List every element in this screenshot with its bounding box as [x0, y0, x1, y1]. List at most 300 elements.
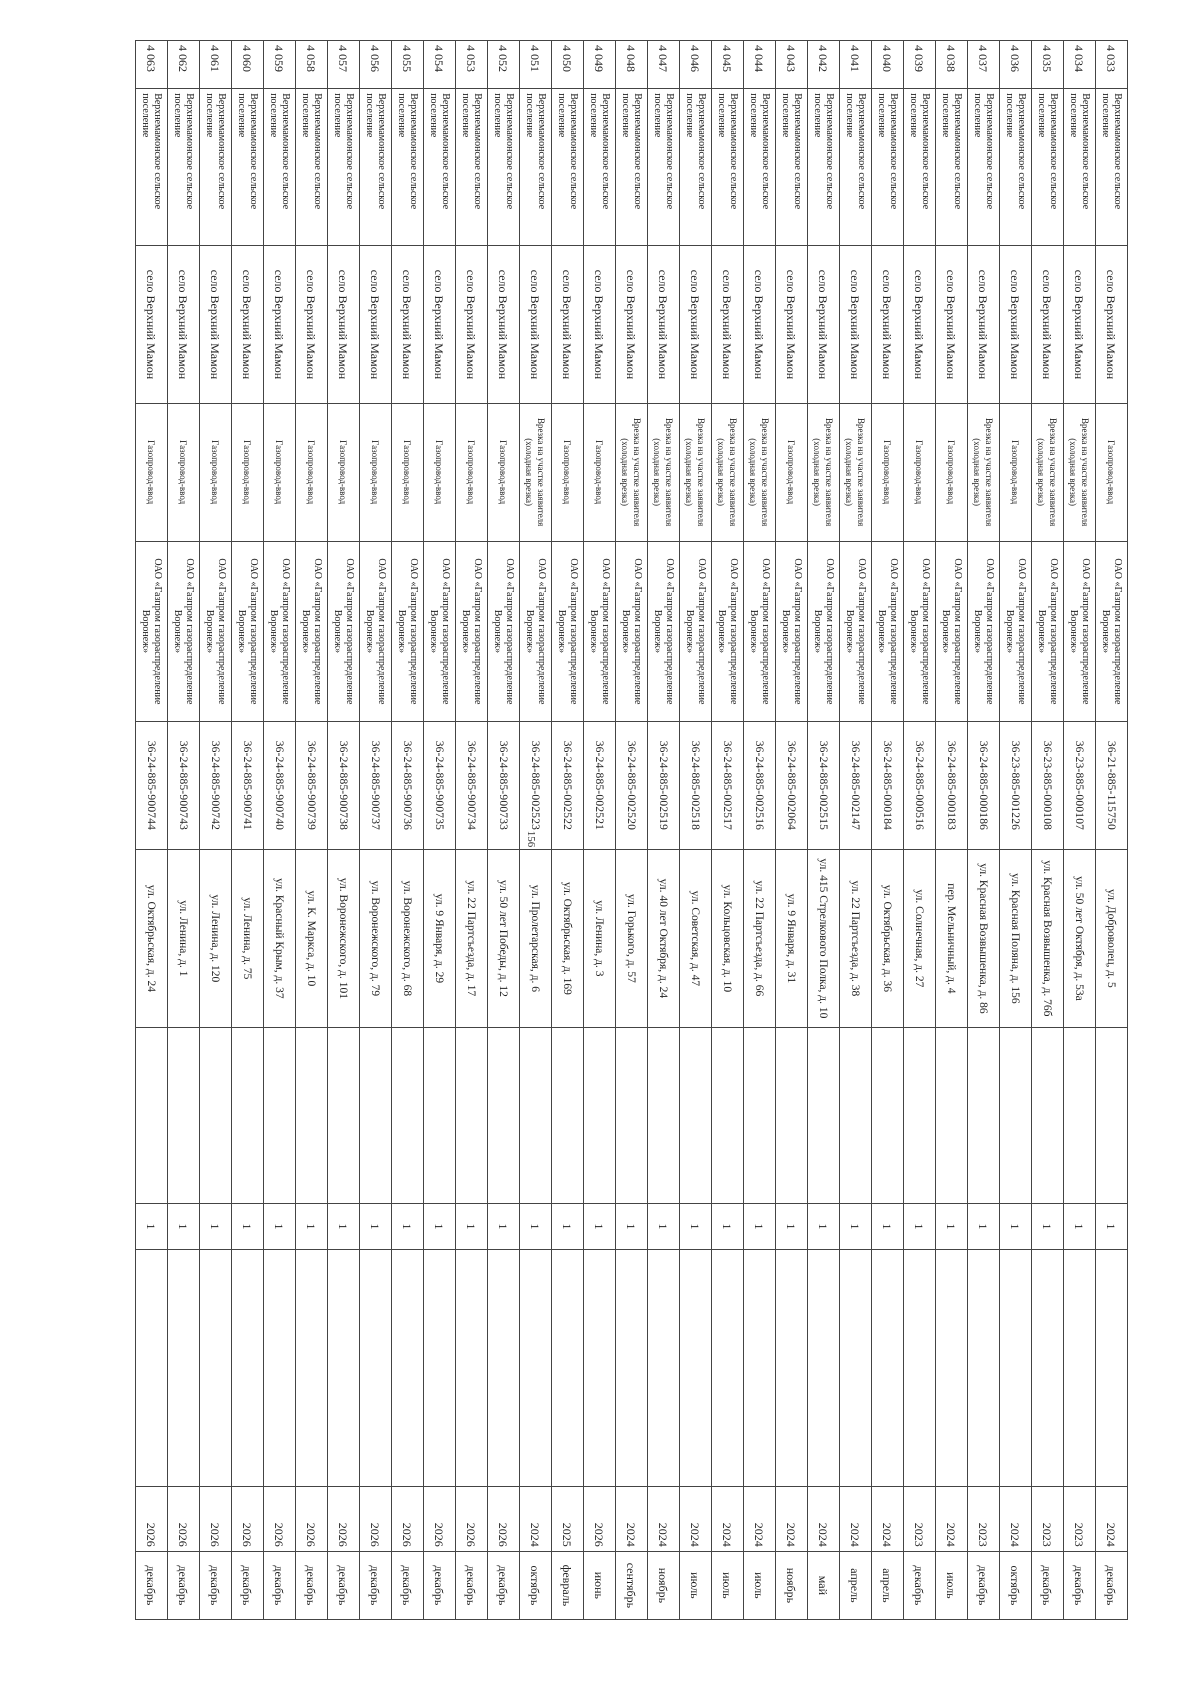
table-row — [808, 41, 840, 1620]
cell-object-type: Газопровод-ввод — [1096, 403, 1128, 541]
cell-year: 2024 — [616, 1486, 648, 1551]
cell-row-number: 4 053 — [456, 41, 488, 89]
cell-month: октябрь — [1000, 1551, 1032, 1619]
cell-object-type: Газопровод-ввод — [872, 403, 904, 541]
table-row — [1064, 41, 1096, 1620]
cell-organization-name: ОАО «Газпром газораспределение Воронеж» — [680, 541, 712, 721]
cell-month: декабрь — [488, 1551, 520, 1619]
cell-village-name: село Верхний Мамон — [936, 246, 968, 403]
cell-address: ул. Ленина, д. 1 — [168, 849, 200, 1027]
cell-row-number: 4 035 — [1032, 41, 1064, 89]
cell-organization-name: ОАО «Газпром газораспределение Воронеж» — [424, 541, 456, 721]
table-row — [456, 41, 488, 1620]
cell-object-type: Газопровод-ввод — [168, 403, 200, 541]
cell-settlement-name: Верхнемамонское сельское поселение — [1064, 89, 1096, 246]
cell-settlement-name: Верхнемамонское сельское поселение — [456, 89, 488, 246]
cell-month: декабрь — [264, 1551, 296, 1619]
cell-organization-name: ОАО «Газпром газораспределение Воронеж» — [744, 541, 776, 721]
cell-year: 2026 — [488, 1486, 520, 1551]
cell-quantity: 1 — [488, 1203, 520, 1249]
cell-settlement-name: Верхнемамонское сельское поселение — [1096, 89, 1128, 246]
cell-quantity: 1 — [680, 1203, 712, 1249]
cell-object-type: Врезка на участке заявителя (холодная врезка) — [680, 403, 712, 541]
cell-empty-cell — [168, 1027, 200, 1203]
cell-quantity: 1 — [648, 1203, 680, 1249]
cell-object-type: Газопровод-ввод — [360, 403, 392, 541]
cell-row-number: 4 037 — [968, 41, 1000, 89]
cell-quantity: 1 — [808, 1203, 840, 1249]
cell-empty-cell — [488, 1250, 520, 1487]
table-row — [584, 41, 616, 1620]
cell-village-name: село Верхний Мамон — [200, 246, 232, 403]
cell-object-code: 36-24-885-002521 — [584, 722, 616, 850]
cell-empty-cell — [296, 1027, 328, 1203]
cell-village-name: село Верхний Мамон — [136, 246, 168, 403]
cell-object-code: 36-23-885-001226 — [1000, 722, 1032, 850]
cell-quantity: 1 — [232, 1203, 264, 1249]
cell-village-name: село Верхний Мамон — [712, 246, 744, 403]
cell-object-code: 36-24-885-900738 — [328, 722, 360, 850]
cell-object-code: 36-24-885-900741 — [232, 722, 264, 850]
cell-empty-cell — [520, 1027, 552, 1203]
cell-object-code: 36-24-885-000516 — [904, 722, 936, 850]
cell-row-number: 4 051 — [520, 41, 552, 89]
cell-object-code: 36-24-885-000183 — [936, 722, 968, 850]
table-row — [296, 41, 328, 1620]
cell-village-name: село Верхний Мамон — [552, 246, 584, 403]
cell-organization-name: ОАО «Газпром газораспределение Воронеж» — [552, 541, 584, 721]
cell-village-name: село Верхний Мамон — [968, 246, 1000, 403]
cell-empty-cell — [648, 1027, 680, 1203]
cell-address: ул. 9 Января, д. 29 — [424, 849, 456, 1027]
cell-object-code: 36-24-885-002147 — [840, 722, 872, 850]
cell-empty-cell — [680, 1027, 712, 1203]
cell-empty-cell — [840, 1027, 872, 1203]
table-row — [680, 41, 712, 1620]
cell-month: декабрь — [232, 1551, 264, 1619]
cell-quantity: 1 — [872, 1203, 904, 1249]
cell-empty-cell — [680, 1250, 712, 1487]
cell-object-type: Газопровод-ввод — [936, 403, 968, 541]
cell-address: ул. Октябрьская, д. 24 — [136, 849, 168, 1027]
cell-address: ул. Красная Поляна, д. 156 — [1000, 849, 1032, 1027]
cell-empty-cell — [488, 1027, 520, 1203]
cell-object-code: 36-23-885-000108 — [1032, 722, 1064, 850]
cell-row-number: 4 040 — [872, 41, 904, 89]
cell-year: 2023 — [1064, 1486, 1096, 1551]
cell-address: ул. Воронежского, д. 79 — [360, 849, 392, 1027]
cell-village-name: село Верхний Мамон — [680, 246, 712, 403]
cell-year: 2024 — [712, 1486, 744, 1551]
cell-year: 2024 — [648, 1486, 680, 1551]
cell-object-type: Газопровод-ввод — [488, 403, 520, 541]
cell-object-code: 36-24-885-900743 — [168, 722, 200, 850]
table-row — [328, 41, 360, 1620]
cell-month: декабрь — [456, 1551, 488, 1619]
cell-object-code: 36-24-885-002516 — [744, 722, 776, 850]
cell-quantity: 1 — [840, 1203, 872, 1249]
cell-village-name: село Верхний Мамон — [1032, 246, 1064, 403]
cell-quantity: 1 — [968, 1203, 1000, 1249]
cell-organization-name: ОАО «Газпром газораспределение Воронеж» — [456, 541, 488, 721]
cell-year: 2024 — [1096, 1486, 1128, 1551]
cell-month: декабрь — [904, 1551, 936, 1619]
cell-object-type: Врезка на участке заявителя (холодная врезка) — [520, 403, 552, 541]
cell-empty-cell — [1032, 1250, 1064, 1487]
cell-year: 2026 — [456, 1486, 488, 1551]
cell-empty-cell — [392, 1250, 424, 1487]
cell-month: май — [808, 1551, 840, 1619]
cell-year: 2026 — [296, 1486, 328, 1551]
cell-village-name: село Верхний Мамон — [840, 246, 872, 403]
cell-empty-cell — [968, 1027, 1000, 1203]
cell-settlement-name: Верхнемамонское сельское поселение — [136, 89, 168, 246]
cell-village-name: село Верхний Мамон — [264, 246, 296, 403]
cell-village-name: село Верхний Мамон — [648, 246, 680, 403]
cell-settlement-name: Верхнемамонское сельское поселение — [296, 89, 328, 246]
cell-row-number: 4 056 — [360, 41, 392, 89]
cell-quantity: 1 — [616, 1203, 648, 1249]
cell-object-code: 36-24-885-900744 — [136, 722, 168, 850]
cell-village-name: село Верхний Мамон — [808, 246, 840, 403]
cell-empty-cell — [744, 1027, 776, 1203]
cell-object-code: 36-24-885-900737 — [360, 722, 392, 850]
cell-village-name: село Верхний Мамон — [232, 246, 264, 403]
cell-address: ул. Ленина, д. 120 — [200, 849, 232, 1027]
cell-quantity: 1 — [744, 1203, 776, 1249]
cell-month: апрель — [840, 1551, 872, 1619]
cell-quantity: 1 — [520, 1203, 552, 1249]
cell-organization-name: ОАО «Газпром газораспределение Воронеж» — [776, 541, 808, 721]
cell-settlement-name: Верхнемамонское сельское поселение — [840, 89, 872, 246]
table-row — [488, 41, 520, 1620]
cell-empty-cell — [136, 1027, 168, 1203]
cell-empty-cell — [616, 1250, 648, 1487]
cell-year: 2024 — [808, 1486, 840, 1551]
cell-object-type: Газопровод-ввод — [584, 403, 616, 541]
cell-empty-cell — [584, 1027, 616, 1203]
cell-object-code: 36-24-885-900733 — [488, 722, 520, 850]
cell-quantity: 1 — [552, 1203, 584, 1249]
cell-month: декабрь — [296, 1551, 328, 1619]
cell-address: ул. Воронежского, д. 101 — [328, 849, 360, 1027]
cell-month: сентябрь — [616, 1551, 648, 1619]
cell-month: октябрь — [520, 1551, 552, 1619]
cell-organization-name: ОАО «Газпром газораспределение Воронеж» — [520, 541, 552, 721]
cell-row-number: 4 057 — [328, 41, 360, 89]
cell-village-name: село Верхний Мамон — [296, 246, 328, 403]
cell-row-number: 4 055 — [392, 41, 424, 89]
cell-object-code: 36-24-885-002517 — [712, 722, 744, 850]
cell-address: пер. Мельничный, д. 4 — [936, 849, 968, 1027]
cell-village-name: село Верхний Мамон — [424, 246, 456, 403]
cell-address: ул. Октябрьская, д. 36 — [872, 849, 904, 1027]
cell-settlement-name: Верхнемамонское сельское поселение — [776, 89, 808, 246]
cell-year: 2026 — [264, 1486, 296, 1551]
cell-empty-cell — [584, 1250, 616, 1487]
cell-address: ул. Советская, д. 47 — [680, 849, 712, 1027]
cell-year: 2025 — [552, 1486, 584, 1551]
cell-empty-cell — [264, 1027, 296, 1203]
cell-organization-name: ОАО «Газпром газораспределение Воронеж» — [296, 541, 328, 721]
table-row — [264, 41, 296, 1620]
cell-empty-cell — [776, 1027, 808, 1203]
cell-row-number: 4 059 — [264, 41, 296, 89]
table-row — [200, 41, 232, 1620]
cell-row-number: 4 041 — [840, 41, 872, 89]
cell-row-number: 4 052 — [488, 41, 520, 89]
cell-address: ул. 50 лет Победы, д. 12 — [488, 849, 520, 1027]
cell-settlement-name: Верхнемамонское сельское поселение — [232, 89, 264, 246]
cell-empty-cell — [552, 1027, 584, 1203]
cell-year: 2026 — [168, 1486, 200, 1551]
table-row — [424, 41, 456, 1620]
cell-row-number: 4 047 — [648, 41, 680, 89]
cell-year: 2026 — [424, 1486, 456, 1551]
cell-empty-cell — [872, 1027, 904, 1203]
cell-organization-name: ОАО «Газпром газораспределение Воронеж» — [968, 541, 1000, 721]
cell-object-type: Газопровод-ввод — [296, 403, 328, 541]
cell-object-type: Газопровод-ввод — [424, 403, 456, 541]
cell-organization-name: ОАО «Газпром газораспределение Воронеж» — [232, 541, 264, 721]
cell-village-name: село Верхний Мамон — [520, 246, 552, 403]
cell-empty-cell — [936, 1027, 968, 1203]
cell-year: 2024 — [744, 1486, 776, 1551]
gas-connection-register-table — [135, 40, 1128, 1620]
cell-settlement-name: Верхнемамонское сельское поселение — [168, 89, 200, 246]
cell-row-number: 4 038 — [936, 41, 968, 89]
cell-organization-name: ОАО «Газпром газораспределение Воронеж» — [264, 541, 296, 721]
cell-quantity: 1 — [424, 1203, 456, 1249]
cell-empty-cell — [712, 1250, 744, 1487]
cell-empty-cell — [296, 1250, 328, 1487]
cell-settlement-name: Верхнемамонское сельское поселение — [488, 89, 520, 246]
cell-organization-name: ОАО «Газпром газораспределение Воронеж» — [1064, 541, 1096, 721]
cell-settlement-name: Верхнемамонское сельское поселение — [328, 89, 360, 246]
cell-quantity: 1 — [456, 1203, 488, 1249]
cell-year: 2024 — [1000, 1486, 1032, 1551]
cell-organization-name: ОАО «Газпром газораспределение Воронеж» — [808, 541, 840, 721]
cell-object-type: Газопровод-ввод — [776, 403, 808, 541]
cell-address: ул. Красная Возвышенка, д. 76б — [1032, 849, 1064, 1027]
cell-month: июль — [744, 1551, 776, 1619]
cell-organization-name: ОАО «Газпром газораспределение Воронеж» — [648, 541, 680, 721]
cell-quantity: 1 — [392, 1203, 424, 1249]
cell-month: декабрь — [1032, 1551, 1064, 1619]
cell-settlement-name: Верхнемамонское сельское поселение — [808, 89, 840, 246]
table-row — [1096, 41, 1128, 1620]
cell-empty-cell — [904, 1027, 936, 1203]
cell-settlement-name: Верхнемамонское сельское поселение — [360, 89, 392, 246]
cell-object-code: 36-24-885-002520 — [616, 722, 648, 850]
cell-organization-name: ОАО «Газпром газораспределение Воронеж» — [840, 541, 872, 721]
cell-settlement-name: Верхнемамонское сельское поселение — [904, 89, 936, 246]
cell-object-code: 36-24-885-002519 — [648, 722, 680, 850]
cell-year: 2024 — [680, 1486, 712, 1551]
cell-address: ул. 22 Партсъезда, д. 38 — [840, 849, 872, 1027]
cell-row-number: 4 036 — [1000, 41, 1032, 89]
cell-object-code: 36-24-885-900740 — [264, 722, 296, 850]
cell-empty-cell — [328, 1250, 360, 1487]
cell-settlement-name: Верхнемамонское сельское поселение — [264, 89, 296, 246]
cell-year: 2026 — [136, 1486, 168, 1551]
cell-village-name: село Верхний Мамон — [744, 246, 776, 403]
cell-settlement-name: Верхнемамонское сельское поселение — [424, 89, 456, 246]
cell-settlement-name: Верхнемамонское сельское поселение — [744, 89, 776, 246]
cell-settlement-name: Верхнемамонское сельское поселение — [936, 89, 968, 246]
cell-object-code: 36-21-885-115750 — [1096, 722, 1128, 850]
cell-village-name: село Верхний Мамон — [872, 246, 904, 403]
cell-object-code: 36-24-885-900736 — [392, 722, 424, 850]
cell-empty-cell — [1096, 1250, 1128, 1487]
cell-year: 2026 — [360, 1486, 392, 1551]
cell-year: 2026 — [200, 1486, 232, 1551]
cell-month: декабрь — [1096, 1551, 1128, 1619]
cell-quantity: 1 — [1000, 1203, 1032, 1249]
cell-quantity: 1 — [1096, 1203, 1128, 1249]
table-row — [840, 41, 872, 1620]
cell-settlement-name: Верхнемамонское сельское поселение — [1032, 89, 1064, 246]
table-row — [712, 41, 744, 1620]
cell-settlement-name: Верхнемамонское сельское поселение — [200, 89, 232, 246]
cell-village-name: село Верхний Мамон — [392, 246, 424, 403]
cell-empty-cell — [424, 1250, 456, 1487]
cell-row-number: 4 058 — [296, 41, 328, 89]
cell-organization-name: ОАО «Газпром газораспределение Воронеж» — [1096, 541, 1128, 721]
cell-quantity: 1 — [1064, 1203, 1096, 1249]
cell-year: 2026 — [328, 1486, 360, 1551]
cell-object-code: 36-24-885-900735 — [424, 722, 456, 850]
cell-empty-cell — [616, 1027, 648, 1203]
cell-settlement-name: Верхнемамонское сельское поселение — [584, 89, 616, 246]
cell-quantity: 1 — [200, 1203, 232, 1249]
cell-empty-cell — [200, 1027, 232, 1203]
cell-empty-cell — [808, 1027, 840, 1203]
cell-row-number: 4 045 — [712, 41, 744, 89]
cell-empty-cell — [456, 1250, 488, 1487]
cell-quantity: 1 — [904, 1203, 936, 1249]
table-row — [168, 41, 200, 1620]
cell-month: ноябрь — [648, 1551, 680, 1619]
cell-organization-name: ОАО «Газпром газораспределение Воронеж» — [1032, 541, 1064, 721]
cell-address: ул. 22 Партсъезда, д. 66 — [744, 849, 776, 1027]
cell-empty-cell — [776, 1250, 808, 1487]
cell-object-code: 36-24-885-002523 — [520, 722, 552, 850]
cell-row-number: 4 033 — [1096, 41, 1128, 89]
cell-object-type: Газопровод-ввод — [264, 403, 296, 541]
cell-settlement-name: Верхнемамонское сельское поселение — [520, 89, 552, 246]
cell-month: ноябрь — [776, 1551, 808, 1619]
cell-object-code: 36-24-885-000186 — [968, 722, 1000, 850]
cell-object-code: 36-24-885-002522 — [552, 722, 584, 850]
cell-empty-cell — [232, 1250, 264, 1487]
cell-quantity: 1 — [136, 1203, 168, 1249]
cell-address: ул. Ленина, д. 75 — [232, 849, 264, 1027]
cell-year: 2026 — [584, 1486, 616, 1551]
cell-year: 2026 — [232, 1486, 264, 1551]
cell-empty-cell — [232, 1027, 264, 1203]
cell-object-type: Врезка на участке заявителя (холодная врезка) — [712, 403, 744, 541]
cell-address: ул. Пролетарская, д. 6 — [520, 849, 552, 1027]
cell-object-type: Врезка на участке заявителя (холодная врезка) — [616, 403, 648, 541]
cell-row-number: 4 063 — [136, 41, 168, 89]
cell-empty-cell — [808, 1250, 840, 1487]
table-row — [904, 41, 936, 1620]
cell-empty-cell — [328, 1027, 360, 1203]
cell-organization-name: ОАО «Газпром газораспределение Воронеж» — [360, 541, 392, 721]
cell-organization-name: ОАО «Газпром газораспределение Воронеж» — [616, 541, 648, 721]
cell-address: ул. Солнечная, д. 27 — [904, 849, 936, 1027]
cell-object-code: 36-24-885-002064 — [776, 722, 808, 850]
cell-organization-name: ОАО «Газпром газораспределение Воронеж» — [328, 541, 360, 721]
cell-settlement-name: Верхнемамонское сельское поселение — [392, 89, 424, 246]
cell-object-type: Врезка на участке заявителя (холодная врезка) — [968, 403, 1000, 541]
cell-organization-name: ОАО «Газпром газораспределение Воронеж» — [168, 541, 200, 721]
table-body — [136, 41, 1128, 1620]
cell-quantity: 1 — [936, 1203, 968, 1249]
table-row — [936, 41, 968, 1620]
cell-row-number: 4 044 — [744, 41, 776, 89]
cell-row-number: 4 039 — [904, 41, 936, 89]
cell-empty-cell — [1064, 1027, 1096, 1203]
cell-object-type: Газопровод-ввод — [456, 403, 488, 541]
cell-empty-cell — [1064, 1250, 1096, 1487]
table-row — [744, 41, 776, 1620]
cell-month: февраль — [552, 1551, 584, 1619]
cell-object-code: 36-24-885-000184 — [872, 722, 904, 850]
cell-quantity: 1 — [584, 1203, 616, 1249]
cell-empty-cell — [1096, 1027, 1128, 1203]
cell-month: декабрь — [968, 1551, 1000, 1619]
cell-object-type: Газопровод-ввод — [200, 403, 232, 541]
cell-row-number: 4 046 — [680, 41, 712, 89]
cell-organization-name: ОАО «Газпром газораспределение Воронеж» — [1000, 541, 1032, 721]
table-row — [616, 41, 648, 1620]
cell-organization-name: ОАО «Газпром газораспределение Воронеж» — [200, 541, 232, 721]
cell-object-code: 36-24-885-002515 — [808, 722, 840, 850]
cell-empty-cell — [968, 1250, 1000, 1487]
cell-organization-name: ОАО «Газпром газораспределение Воронеж» — [488, 541, 520, 721]
cell-year: 2024 — [520, 1486, 552, 1551]
cell-address: ул. Кольцовская, д. 10 — [712, 849, 744, 1027]
cell-object-type: Газопровод-ввод — [328, 403, 360, 541]
cell-address: ул. 415 Стрелкового Полка, д. 10 — [808, 849, 840, 1027]
cell-address: ул. 50 лет Октября, д. 53а — [1064, 849, 1096, 1027]
cell-address: ул. Красная Возвышенка, д. 86 — [968, 849, 1000, 1027]
cell-month: июль — [712, 1551, 744, 1619]
cell-object-type: Газопровод-ввод — [552, 403, 584, 541]
cell-row-number: 4 034 — [1064, 41, 1096, 89]
table-row — [552, 41, 584, 1620]
cell-address: ул. Красный Крым, д. 37 — [264, 849, 296, 1027]
table-row — [648, 41, 680, 1620]
cell-settlement-name: Верхнемамонское сельское поселение — [712, 89, 744, 246]
cell-empty-cell — [872, 1250, 904, 1487]
cell-village-name: село Верхний Мамон — [584, 246, 616, 403]
cell-object-code: 36-24-885-900739 — [296, 722, 328, 850]
cell-empty-cell — [200, 1250, 232, 1487]
cell-quantity: 1 — [296, 1203, 328, 1249]
cell-row-number: 4 049 — [584, 41, 616, 89]
cell-settlement-name: Верхнемамонское сельское поселение — [872, 89, 904, 246]
cell-empty-cell — [456, 1027, 488, 1203]
cell-month: декабрь — [392, 1551, 424, 1619]
cell-object-type: Газопровод-ввод — [1000, 403, 1032, 541]
cell-empty-cell — [168, 1250, 200, 1487]
cell-quantity: 1 — [360, 1203, 392, 1249]
cell-object-code: 36-24-885-900734 — [456, 722, 488, 850]
cell-empty-cell — [264, 1250, 296, 1487]
